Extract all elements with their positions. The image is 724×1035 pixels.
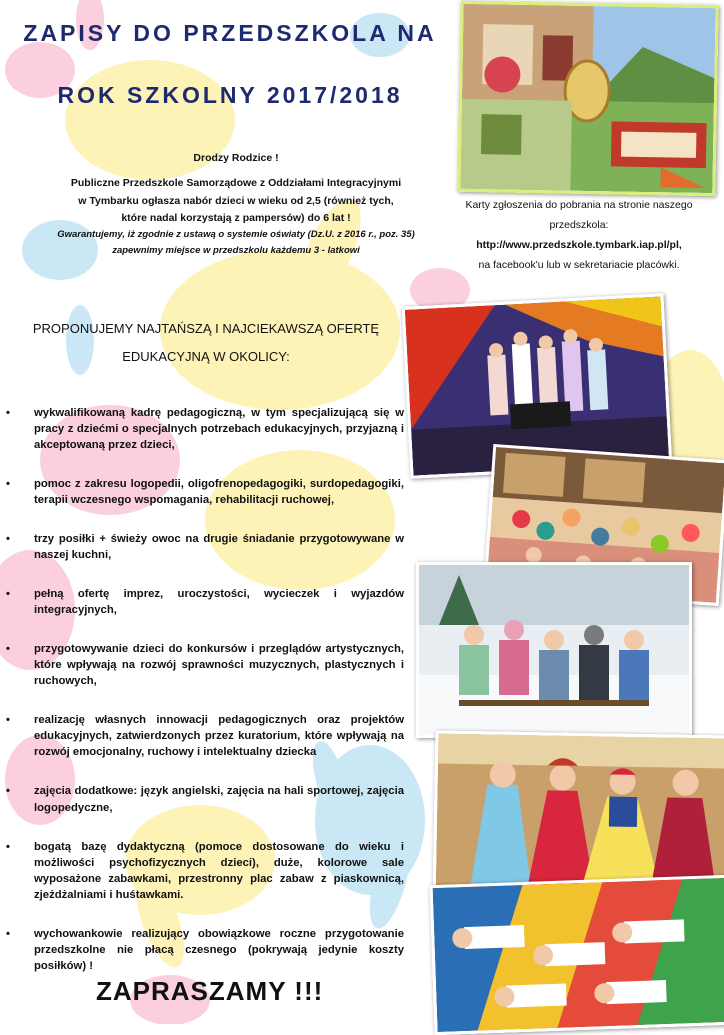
bullet: •: [6, 588, 10, 601]
guarantee-line-2: zapewnimy miejsce w przedszkolu każdemu 3 - latkowi: [112, 244, 360, 256]
bullet: •: [6, 407, 10, 419]
offer-item: [6, 405, 404, 453]
winter-sledding-photo: [416, 562, 692, 738]
offer-item: [6, 926, 404, 974]
offer-list: [6, 405, 404, 997]
offer-item: [6, 586, 404, 618]
bullet: •: [6, 478, 10, 491]
guarantee-line-1: Gwarantujemy, iż zgodnie z ustawą o systemie oświaty (Dz.U. z 2016 r., poz. 35): [57, 229, 415, 241]
registration-text: Karty zgłoszenia do pobrania na stronie naszego przedszkola:: [465, 199, 693, 231]
website-link[interactable]: http://www.przedszkole.tymbark.iap.pl/pl,: [476, 238, 682, 251]
bullet: •: [6, 714, 10, 727]
closing-invitation: ZAPRASZAMY !!!: [96, 976, 324, 1006]
offer-item: [6, 476, 404, 508]
offer-item-text: trzy posiłki + świeży owoc na drugie śniadanie przygotowywane w naszej kuchni,: [34, 533, 404, 562]
bullet: •: [6, 533, 10, 546]
offer-item-text: realizację własnych innowacji pedagogicznych oraz projektów edukacyjnych, zatwierdzonych przez kuratorium, które wpływają na rozwój emocjonalny, ruchowy i intelektualny dziecka: [34, 714, 404, 759]
intro-line-1: Publiczne Przedszkole Samorządowe z Oddziałami Integracyjnymi: [70, 177, 402, 190]
offer-item-text: bogatą bazę dydaktyczną (pomoce dostosowane do wieku i możliwości psychofizycznych dzieci), duże, kolorowe sale wyposażone zabawkami, przestronny plac zabaw z piaskownicą, zjeżdżalniami i huśtawkami.: [34, 840, 404, 901]
title-line-2: ROK SZKOLNY 2017/2018: [57, 82, 403, 108]
greeting: Drodzy Rodzice !: [193, 152, 279, 164]
kindergarten-building-collage-photo: [457, 1, 718, 196]
offer-item-text: pełną ofertę imprez, uroczystości, wycieczek i wyjazdów integracyjnych,: [34, 588, 404, 617]
bullet: •: [6, 785, 10, 798]
intro-line-2: w Tymbarku ogłasza nabór dzieci w wieku od 2,5 (również tych,: [78, 194, 394, 207]
bullet: •: [6, 840, 10, 853]
offer-item-text: przygotowywanie dzieci do konkursów i przeglądów artystycznych, które wpływają na rozwój sprawności muzycznych, plastycznych i ruchowych,: [34, 643, 404, 688]
intro-line-3: które nadal korzystają z pampersów) do 6 lat !: [121, 211, 351, 224]
bullet: •: [6, 927, 10, 940]
offer-item-text: wychowankowie realizujący obowiązkowe roczne przygotowanie przedszkolne nie płacą czesnego (pokrywają jedynie koszty posiłków) !: [34, 927, 404, 972]
bullet: •: [6, 643, 10, 656]
offer-heading: [16, 315, 396, 371]
offer-item: [6, 783, 404, 815]
offer-item-text: pomoc z zakresu logopedii, oligofrenopedagogiki, surdopedagogiki, terapii wczesnego wspomagania, rehabilitacji ruchowej,: [34, 478, 404, 507]
offer-item: [6, 641, 404, 689]
offer-item: [6, 712, 404, 760]
registration-info: [438, 196, 720, 276]
intro-block: [36, 150, 436, 259]
registration-alternatives: na facebook'u lub w sekretariacie placówki.: [478, 258, 680, 271]
children-lying-on-mat-photo: [429, 875, 724, 1035]
offer-item-text: wykwalifikowaną kadrę pedagogiczną, w tym specjalizującą się w pracy z dziećmi o specjalnych potrzebach edukacyjnych, przyjazną i akceptowaną przez dzieci,: [34, 407, 404, 452]
offer-heading-line-1: PROPONUJEMY NAJTAŃSZĄ I NAJCIEKAWSZĄ OFERTĘ: [32, 321, 380, 336]
offer-item: [6, 839, 404, 903]
offer-heading-line-2: EDUKACYJNĄ W OKOLICY:: [122, 348, 290, 364]
offer-item-text: zajęcia dodatkowe: język angielski, zajęcia na hali sportowej, zajęcia logopedyczne,: [34, 785, 404, 814]
offer-item: [6, 531, 404, 563]
title-line-1: ZAPISY DO PRZEDSZKOLA NA: [23, 20, 437, 46]
